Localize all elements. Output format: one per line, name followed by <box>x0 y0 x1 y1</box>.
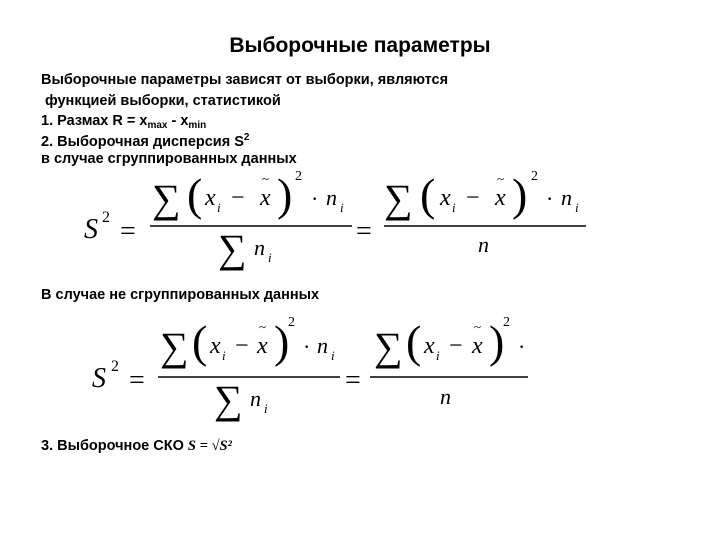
tilde-mark: ~ <box>262 171 270 186</box>
left-paren: ( <box>192 316 208 367</box>
intro-line-2: функцией выборки, статистикой <box>45 93 281 109</box>
sum-symbol: ∑ <box>218 226 247 271</box>
dot-operator: · <box>546 186 554 211</box>
equals-sign: = <box>129 365 145 396</box>
paren-exponent: 2 <box>531 169 538 184</box>
n-symbol: n <box>254 235 265 260</box>
left-paren: ( <box>187 169 203 220</box>
lhs-symbol: S <box>84 214 98 245</box>
grouped-label: в случае сгруппированных данных <box>41 151 297 167</box>
right-paren: ) <box>277 169 293 220</box>
x-symbol: x <box>210 333 221 359</box>
item-variance-text: 2. Выборочная дисперсия S <box>41 134 244 150</box>
item-std-text: 3. Выборочное СКО <box>41 438 188 454</box>
sum-symbol: ∑ <box>214 377 243 422</box>
xbar-symbol: x <box>472 333 483 359</box>
item-range-max-subscript: max <box>147 120 168 131</box>
sum-symbol: ∑ <box>374 324 403 369</box>
x-subscript: i <box>436 348 440 363</box>
paren-exponent: 2 <box>503 315 510 330</box>
tilde-mark: ~ <box>474 319 482 334</box>
sum-symbol: ∑ <box>152 176 181 221</box>
n-subscript: i <box>340 200 344 215</box>
n-symbol: n <box>317 333 328 358</box>
left-paren: ( <box>406 316 422 367</box>
lhs-symbol: S <box>92 363 106 394</box>
tilde-mark: ~ <box>259 319 267 334</box>
n-subscript: i <box>331 348 335 363</box>
page-title: Выборочные параметры <box>229 34 491 57</box>
lhs-exponent: 2 <box>111 358 119 375</box>
grouped-variance-formula <box>84 169 586 271</box>
ungrouped-variance-formula <box>92 315 528 422</box>
tilde-mark: ~ <box>497 171 505 186</box>
n-subscript: i <box>575 200 579 215</box>
sum-symbol: ∑ <box>160 324 189 369</box>
dot-operator: · <box>303 334 311 359</box>
equals-sign: = <box>345 365 361 396</box>
minus-sign: − <box>235 333 249 359</box>
paren-exponent: 2 <box>288 315 295 330</box>
n-symbol: n <box>326 185 337 210</box>
item-range-min-subscript: min <box>188 120 207 131</box>
xbar-symbol: x <box>257 333 268 359</box>
n-symbol: n <box>478 232 489 257</box>
n-subscript: i <box>264 401 268 416</box>
xbar-symbol: x <box>495 185 506 211</box>
xbar-symbol: x <box>260 185 271 211</box>
lhs-exponent: 2 <box>102 209 110 226</box>
ungrouped-label: В случае не сгруппированных данных <box>41 287 320 303</box>
minus-sign: − <box>449 333 463 359</box>
sum-symbol: ∑ <box>384 176 413 221</box>
item-range-prefix: 1. Размах R = x <box>41 113 148 129</box>
minus-sign: − <box>231 185 245 211</box>
right-paren: ) <box>489 316 505 367</box>
left-paren: ( <box>420 169 436 220</box>
dot-operator: · <box>311 186 319 211</box>
x-symbol: x <box>205 185 216 211</box>
x-symbol: x <box>424 333 435 359</box>
n-symbol: n <box>250 386 261 411</box>
equals-sign: = <box>356 216 372 247</box>
n-symbol: n <box>440 384 451 409</box>
x-subscript: i <box>222 348 226 363</box>
item-range-mid: - x <box>167 113 189 129</box>
dot-operator: · <box>518 334 526 359</box>
item-std-formula: S = √S² <box>187 438 232 454</box>
minus-sign: − <box>466 185 480 211</box>
item-variance-superscript: 2 <box>243 132 250 143</box>
paren-exponent: 2 <box>295 169 302 184</box>
right-paren: ) <box>512 169 528 220</box>
n-symbol: n <box>561 185 572 210</box>
equals-sign: = <box>120 216 136 247</box>
x-subscript: i <box>217 200 221 215</box>
right-paren: ) <box>274 316 290 367</box>
n-subscript: i <box>268 250 272 265</box>
x-symbol: x <box>440 185 451 211</box>
x-subscript: i <box>452 200 456 215</box>
intro-line-1: Выборочные параметры зависят от выборки, являются <box>41 72 449 88</box>
